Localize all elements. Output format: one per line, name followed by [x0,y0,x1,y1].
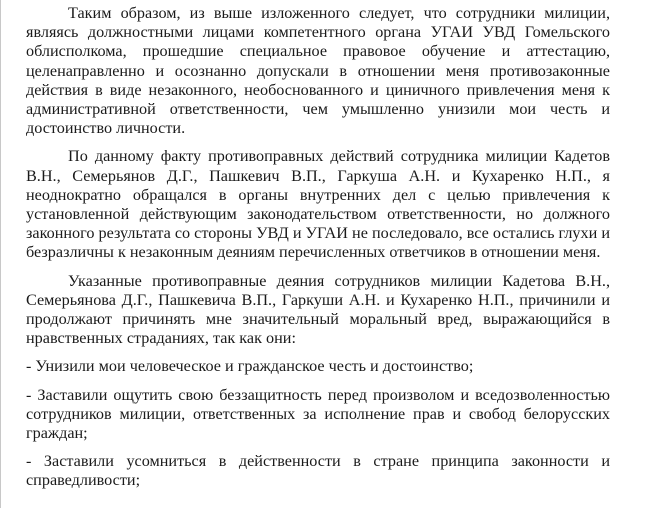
paragraph-conclusion: Таким образом, из выше изложенного следует, что сотрудники милиции, являясь должностными лицами компетентного органа УГАИ УВД Гомельского облисполкома, прошедшие специальное правовое обучение и аттестацию, целенаправленно и осознанно допускали в отношении меня противозаконные действия в виде незаконного, необоснованного и циничного привлечения меня к административной ответственности, чем умышленно унизили мои честь и достоинство личности. [26,4,610,138]
list-item-doubt-legality: - Заставили усомниться в действенности в стране принципа законности и справедливости; [26,452,610,490]
paragraph-moral-harm: Указанные противоправные деяния сотрудников милиции Кадетова В.Н., Семерьянова Д.Г., Пашкевича В.П., Гаркуши А.Н. и Кухаренко Н.П., причинили и продолжают причинять мне значительный моральный вред, выражающийся в нравственных страданиях, так как они: [26,271,610,348]
list-item-humiliation: - Унизили мои человеческое и гражданское честь и достоинство; [26,357,474,376]
list-item-defenselessness: - Заставили ощутить свою беззащитность перед произволом и вседозволенностью сотрудников милиции, ответственных за исполнение прав и свобод белорусских граждан; [26,385,610,443]
paragraph-appeals: По данному факту противоправных действий сотрудника милиции Кадетов В.Н., Семерьянов Д.Г., Пашкевич В.П., Гаркуша А.Н. и Кухаренко Н.П., я неоднократно обращался в органы внутренних дел с целью привлечения к установленной действующим законодательством ответственности, но должного законного результата со стороны УВД и УГАИ не последовало, все остались глухи и безразличны к незаконным деяниям перечисленных ответчиков в отношении меня. [26,147,610,262]
document-body [26,4,610,491]
